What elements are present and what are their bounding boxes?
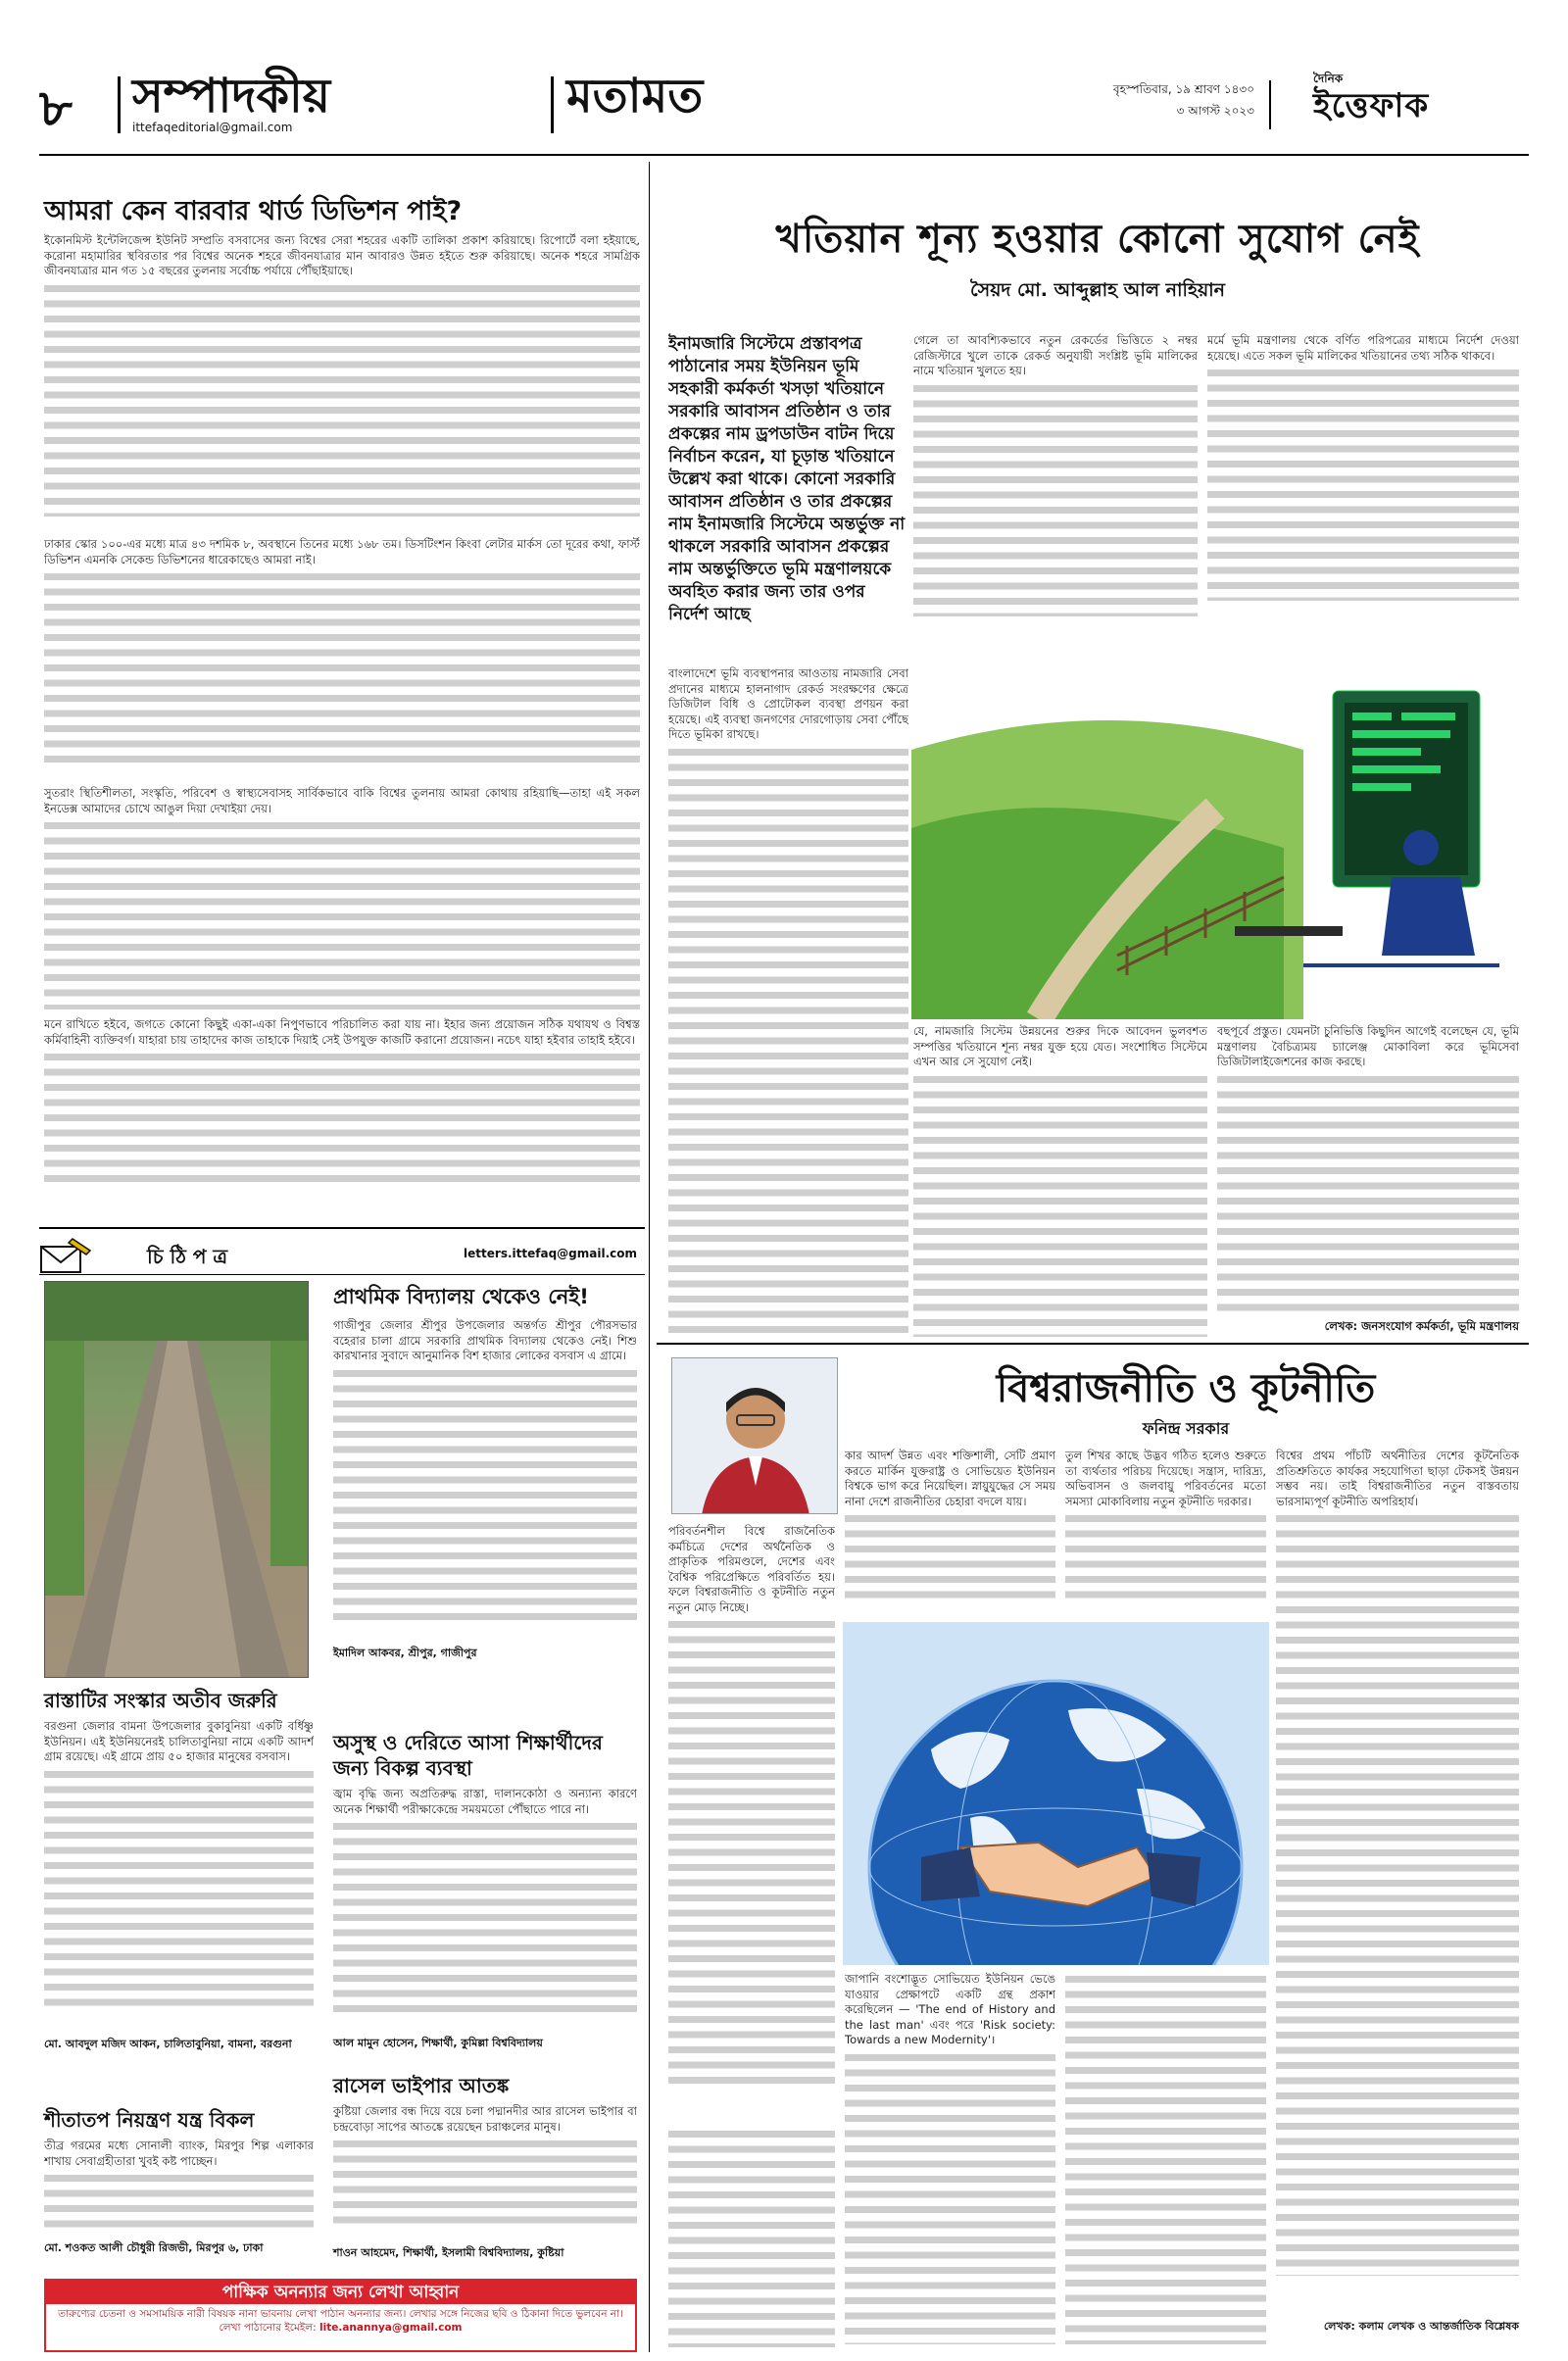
text-lines	[1217, 1072, 1519, 1317]
date-bangla: বৃহস্পতিবার, ১৯ শ্রাবণ ১৪৩০	[1112, 82, 1254, 96]
editorial-body-1	[44, 233, 640, 532]
letter-5-signature: শাওন আহমেদ, শিক্ষার্থী, ইসলামী বিশ্ববিদ্যালয়, কুষ্টিয়া	[333, 2246, 564, 2259]
editorial-body-2	[44, 537, 640, 782]
text-lines	[1065, 1511, 1266, 1604]
article2-body-4: তুল শিখর কাছে উদ্ভব গঠিত হলেও শুরুতে তা ব্যর্থতার পরিচয় দিয়েছে। সন্ত্রাস, দারিদ্র্য, অভিবাসন ও জলবায়ু পরিবর্তনের মতো সমস্যা মোকাবিলায় নতুন কূটনীতি দরকার।	[1065, 1449, 1266, 1508]
date-english: ৩ আগস্ট ২০২৩	[1176, 104, 1254, 118]
letters-email[interactable]: letters.ittefaq@gmail.com	[464, 1247, 637, 1260]
masthead-rule	[39, 154, 1529, 156]
masthead-divider	[118, 76, 121, 133]
letter-5	[333, 2073, 637, 2269]
letter-2-title: রাস্তাটির সংস্কার অতীব জরুরি	[44, 1689, 277, 1712]
text-lines	[1276, 1511, 1519, 2276]
road-illustration	[45, 1282, 309, 1678]
call-for-writing-title: পাক্ষিক অনন্যার জন্য লেখা আহ্বান	[46, 2281, 635, 2304]
letters-header	[39, 1237, 645, 1276]
article2-col-4	[1276, 1449, 1519, 2311]
article2-col-1b	[668, 2127, 835, 2352]
call-email[interactable]: lite.anannya@gmail.com	[319, 2322, 463, 2334]
author-photo	[671, 1357, 838, 1514]
page-number	[39, 69, 118, 137]
column-name: মতামত	[566, 69, 704, 123]
letters-rule	[39, 1274, 645, 1275]
text-lines	[913, 1072, 1207, 1337]
text-lines	[44, 281, 640, 516]
letter-2-body	[44, 1719, 314, 2033]
article2-body-5: বিশ্বের প্রথম পাঁচটি অর্থনীতির দেশের কূটনৈতিক প্রতিশ্রুতিতে কার্যকর সহযোগিতা ছাড়া টেকসই উন্নয়ন সম্ভব নয়। তাই বিশ্বরাজনীতির নতুন বাস্তবতায় ভারসাম্যপূর্ণ কূটনীতি অপরিহার্য।	[1276, 1449, 1519, 1508]
article1-body-2: যে, নামজারি সিস্টেম উন্নয়নের শুরুর দিকে আবেদন ভুলবশত সম্পত্তির খতিয়ানে শূন্য নম্বর যুক্ত হয়ে যেত। সংশোধিত সিস্টেমে এখন আর সে সুযোগ নেই।	[913, 1024, 1207, 1068]
editorial-body-3	[44, 786, 640, 1011]
article1-end-rule	[657, 1343, 1529, 1345]
letter-5-title: রাসেল ভাইপার আতঙ্ক	[333, 2074, 510, 2097]
text-lines	[44, 1050, 640, 1187]
text-lines	[668, 2127, 835, 2347]
call-for-writing-box	[44, 2279, 637, 2352]
column-divider-left	[551, 76, 554, 133]
article1-body-lower-mid	[913, 1024, 1207, 1338]
article1-pull-quote: ইনামজারি সিস্টেমে প্রস্তাবপত্র পাঠানোর সময় ইউনিয়ন ভূমি সহকারী কর্মকর্তা খসড়া খতিয়ানে সরকারি আবাসন প্রতিষ্ঠান ও তার প্রকল্পের নাম ড্রপডাউন বাটন দিয়ে নির্বাচন করেন, যা চূড়ান্ত খতিয়ানে উল্লেখ করা থাকে। কোনো সরকারি আবাসন প্রতিষ্ঠান ও তার প্রকল্পের নাম ইনামজারি সিস্টেমে অন্তর্ভুক্ত না থাকলে সরকারি আবাসন প্রকল্পের নাম অন্তর্ভুক্তিতে ভূমি মন্ত্রণালয়কে অবহিত করার জন্য তার ওপর নির্দেশ আছে	[668, 334, 906, 624]
article1-col-right	[1207, 333, 1519, 627]
article2-col-6	[1065, 1972, 1266, 2354]
article1-author: সৈয়দ মো. আব্দুল্লাহ আল নাহিয়ান	[970, 279, 1225, 301]
text-lines	[333, 2137, 637, 2230]
letter-2-text: বরগুনা জেলার বামনা উপজেলার বুকাবুনিয়া একটি বর্ধিষ্ণু ইউনিয়ন। এই ইউনিয়নেরই চালিতাবুনিয়া নামে একটি আদর্শ গ্রাম রয়েছে। এই গ্রামে প্রায় ৫০ হাজার মানুষের বসবাস।	[44, 1719, 314, 1763]
letter-5-body	[333, 2104, 637, 2241]
call-for-writing-contact	[46, 2321, 635, 2337]
newspaper-logo	[1284, 67, 1529, 125]
letter-3	[333, 1730, 637, 2063]
text-lines	[845, 1511, 1055, 1604]
letter-4-body	[44, 2139, 314, 2237]
letter-4	[44, 2107, 314, 2269]
globe-illustration	[843, 1622, 1269, 1965]
land-computer-illustration	[911, 632, 1519, 1019]
text-lines	[333, 1366, 637, 1626]
letter-3-title: অসুস্থ ও দেরিতে আসা শিক্ষার্থীদের জন্য বিকল্প ব্যবস্থা	[333, 1731, 603, 1780]
letter-5-text: কুষ্টিয়া জেলার বন্ধ দিয়ে বয়ে চলা পদ্মানদীর আর রাসেল ভাইপার বা চন্দ্রবোড়া সাপের আতঙ্কে রয়েছেন চরাঞ্চলের মানুষ।	[333, 2104, 637, 2134]
text-lines	[668, 1617, 835, 2088]
article1-body-lower-right	[1217, 1024, 1519, 1318]
article2-body-3: জাপানি বংশোদ্ভূত সোভিয়েত ইউনিয়ন ভেঙে যাওয়ার প্রেক্ষাপটে একটি গ্রন্থ প্রকাশ করেছিলেন — 'The end of History and the last man' এবং পরে 'Risk society: Towards a new Modernity'।	[845, 1972, 1055, 2046]
editorial-para-4: মনে রাখিতে হইবে, জগতে কোনো কিছুই একা-একা নিপুণভাবে পরিচালিত করা যায় না। ইহার জন্য প্রয়োজন সঠিক যথাযথ ও বিশ্বস্ত কর্মিবাহিনী ব্যক্তিবর্গ। যাহারা চায় তাহাদের কাজ তাহাকে দিয়াই সেই উপযুক্ত কাজটি করানো প্রয়োজন। নচেৎ যাহা হইবার তাহাই হইবে।	[44, 1017, 640, 1047]
logo-main: ইত্তেফাক	[1313, 86, 1430, 125]
article1-body-3: গেলে তা আবশ্যিকভাবে নতুন রেকর্ডের ভিত্তিতে ২ নম্বর রেজিস্টারে খুলে তাকে রেকর্ড অনুযায়ী সংশ্লিষ্ট ভূমি মালিকের নামে খতিয়ান খুলতে হয়।	[913, 333, 1198, 377]
text-lines	[1207, 366, 1519, 601]
text-lines	[44, 1767, 314, 2012]
article2-author: ফনিন্দ্র সরকার	[1142, 1419, 1230, 1438]
letter-3-text: জ্বাম বৃদ্ধি জন্য অপ্রতিরুদ্ধ রাস্তা, দালানকোঠা ও অন্যান্য কারণে অনেক শিক্ষার্থী পরীক্ষাকেন্দ্রে সময়মতো পৌঁছাতে পারে না।	[333, 1787, 637, 1816]
article1-col-mid	[913, 333, 1198, 627]
letter-2-signature: মো. আবদুল মজিদ আকন, চালিতাবুনিয়া, বামনা, বরগুনা	[44, 2038, 292, 2050]
letters-label: চি ঠি প ত্র	[147, 1245, 228, 1268]
editorial-headline: আমরা কেন বারবার থার্ড ডিভিশন পাই?	[44, 196, 463, 226]
text-lines	[1065, 1972, 1266, 2344]
editorial-para-2: ঢাকার স্কোর ১০০-এর মধ্যে মাত্র ৪৩ দশমিক ৮, অবস্থানে তিনের মধ্যে ১৬৮ তম। ডিসটিংশন কিংবা লেটার মার্কস তো দূরের কথা, ফার্স্ট ডিভিশন এমনকি সেকেন্ড ডিভিশনের ধারেকাছেও আমরা নাই।	[44, 537, 640, 566]
road-photo	[44, 1281, 309, 1678]
letter-2	[44, 1688, 314, 2099]
section-email[interactable]: ittefaqeditorial@gmail.com	[132, 121, 293, 134]
letter-1-signature: ইমাদিল আকবর, শ্রীপুর, গাজীপুর	[333, 1647, 477, 1659]
article1-body-lower-left	[668, 666, 908, 1333]
article2-col-3	[1065, 1449, 1266, 1615]
envelope-pen-icon	[39, 1237, 92, 1276]
text-lines	[44, 569, 640, 770]
article2-col-2	[845, 1449, 1055, 1615]
article2-body-2: কার আদর্শ উন্নত এবং শক্তিশালী, সেটি প্রমাণ করতে মার্কিন যুক্তরাষ্ট্র ও সোভিয়েত ইউনিয়ন বিশ্বকে ভাগ করে নিয়েছিল। স্নায়ুযুদ্ধের সে সময় নানা দেশে রাজনীতির চেহারা বদলে যায়।	[845, 1449, 1055, 1508]
text-lines	[668, 745, 908, 1334]
letter-4-text: তীব্র গরমের মধ্যে সোনালী ব্যাংক, মিরপুর শিল্প এলাকার শাখায় সেবাগ্রহীতারা খুবই কষ্ট পাচ্ছেন।	[44, 2139, 314, 2168]
text-lines	[333, 1819, 637, 2015]
editorial-body-4	[44, 1017, 640, 1218]
letter-1-title: প্রাথমিক বিদ্যালয় থেকেও নেই!	[333, 1285, 589, 1308]
letter-1-body	[333, 1318, 637, 1642]
editorial-end-rule	[39, 1227, 645, 1229]
page-number-text: ৮	[39, 78, 73, 138]
letter-3-body	[333, 1787, 637, 2032]
article2-headline: বিশ্বরাজনীতি ও কূটনীতি	[996, 1366, 1376, 1411]
logo-divider	[1269, 80, 1271, 129]
article1-body-4: মর্মে ভূমি মন্ত্রণালয় থেকে বর্ণিত পরিপত্রের মাধ্যমে নির্দেশ দেওয়া হয়েছে। এতে সকল ভূমি মালিকের খতিয়ানের তথ্য সঠিক থাকবে।	[1207, 333, 1519, 363]
letter-4-title: শীতাতপ নিয়ন্ত্রণ যন্ত্র বিকল	[44, 2108, 255, 2132]
article2-col-5	[845, 1972, 1055, 2354]
article1-body-5: বছপূর্বে প্রস্তুত। যেমনটা চুনিভিত্তি কিছুদিন আগেই বলেছেন যে, ভূমি মন্ত্রণালয় বৈচিত্র্যময় চ্যালেঞ্জ মোকাবিলা করে ভূমিসেবা ডিজিটালাইজেশনের কাজ করছে।	[1217, 1024, 1519, 1068]
article2-byline: লেখক: কলাম লেখক ও আন্তর্জাতিক বিশ্লেষক	[1323, 2320, 1519, 2333]
letter-1-text: গাজীপুর জেলার শ্রীপুর উপজেলার অন্তর্গত শ্রীপুর পৌরসভার বহেরার চালা গ্রামে সরকারি প্রাথমিক বিদ্যালয় থেকেও নেই। শিশু কারখানার সুবাদে আনুমানিক বিশ হাজার লোকের বসবাস এ গ্রামে।	[333, 1318, 637, 1362]
article2-col-1	[668, 1524, 835, 2122]
text-lines	[44, 2171, 314, 2230]
column-separator	[649, 162, 650, 2352]
text-lines	[845, 2050, 1055, 2344]
call-for-writing-body: তারুণ্যের চেতনা ও সমসাময়িক নারী বিষয়ক নানা ভাবনায় লেখা পাঠান অনন্যার জন্য। লেখার সঙ্গে নিজের ছবি ও ঠিকানা দিতে ভুলবেন না।	[58, 2308, 623, 2320]
issue-date	[1068, 78, 1254, 122]
article2-body-1: পরিবর্তনশীল বিশ্বে রাজনৈতিক কর্মচিত্রে দেশের অর্থনৈতিক ও প্রাকৃতিক পরিমণ্ডলে, দেশের এবং বৈশ্বিক পরিপ্রেক্ষিতে পরিবর্তিত হয়। ফলে বিশ্বরাজনীতি ও কূটনীতি নতুন নতুন মোড় নিচ্ছে।	[668, 1524, 835, 1614]
section-name: সম্পাদকীয়	[132, 69, 331, 123]
call-email-label: লেখা পাঠানোর ইমেইল:	[219, 2322, 317, 2334]
handshake-globe-illustration	[843, 1622, 1269, 1965]
article1-body-1: বাংলাদেশে ভূমি ব্যবস্থাপনার আওতায় নামজারি সেবা প্রদানের মাধ্যমে হালনাগাদ রেকর্ড সংরক্ষণের ক্ষেত্রে ডিজিটাল বিধি ও প্রোটোকল ব্যবস্থা প্রণয়ন করা হয়েছে। এই ব্যবস্থা জনগণের দোরগোড়ায় সেবা পৌঁছে দিতে ভূমিকা রাখছে।	[668, 666, 908, 741]
letter-3-signature: আল মামুন হোসেন, শিক্ষার্থী, কুমিল্লা বিশ্ববিদ্যালয়	[333, 2037, 543, 2049]
author-portrait	[672, 1358, 838, 1514]
article1-byline: লেখক: জনসংযোগ কর্মকর্তা, ভূমি মন্ত্রণালয়	[1324, 1319, 1519, 1333]
text-lines	[44, 818, 640, 1009]
article1-headline: খতিয়ান শূন্য হওয়ার কোনো সুযোগ নেই	[775, 217, 1420, 262]
text-lines	[913, 381, 1198, 616]
editorial-para-3: সুতরাং স্থিতিশীলতা, সংস্কৃতি, পরিবেশ ও স্বাস্থ্যসেবাসহ সার্বিকভাবে বাকি বিশ্বের তুলনায় আমরা কোথায় রহিয়াছি—তাহা এই সকল ইনডেক্স আমাদের চোখে আঙুল দিয়া দেখাইয়া দেয়।	[44, 786, 640, 815]
letter-1	[333, 1284, 637, 1715]
logo-small: দৈনিক	[1313, 72, 1344, 85]
land-illustration	[911, 632, 1519, 1019]
letter-4-signature: মো. শওকত আলী চৌধুরী রিজভী, মিরপুর ৬, ঢাকা	[44, 2241, 264, 2254]
editorial-para-1: ইকোনমিস্ট ইন্টেলিজেন্স ইউনিট সম্প্রতি বসবাসের জন্য বিশ্বের সেরা শহরের একটি তালিকা প্রকাশ করিয়াছে। রিপোর্টে বলা হইয়াছে, করোনা মহামারির স্থবিরতার পর বিশ্বের অনেক শহরে জীবনযাত্রার মান আবারও উন্নত হইতে শুরু করিয়াছে। অনেক শহরে সামগ্রিক জীবনযাত্রার মান গত ১৫ বছরের তুলনায় সর্বোচ্চ পর্যায়ে পৌঁছাইয়াছে।	[44, 233, 640, 277]
